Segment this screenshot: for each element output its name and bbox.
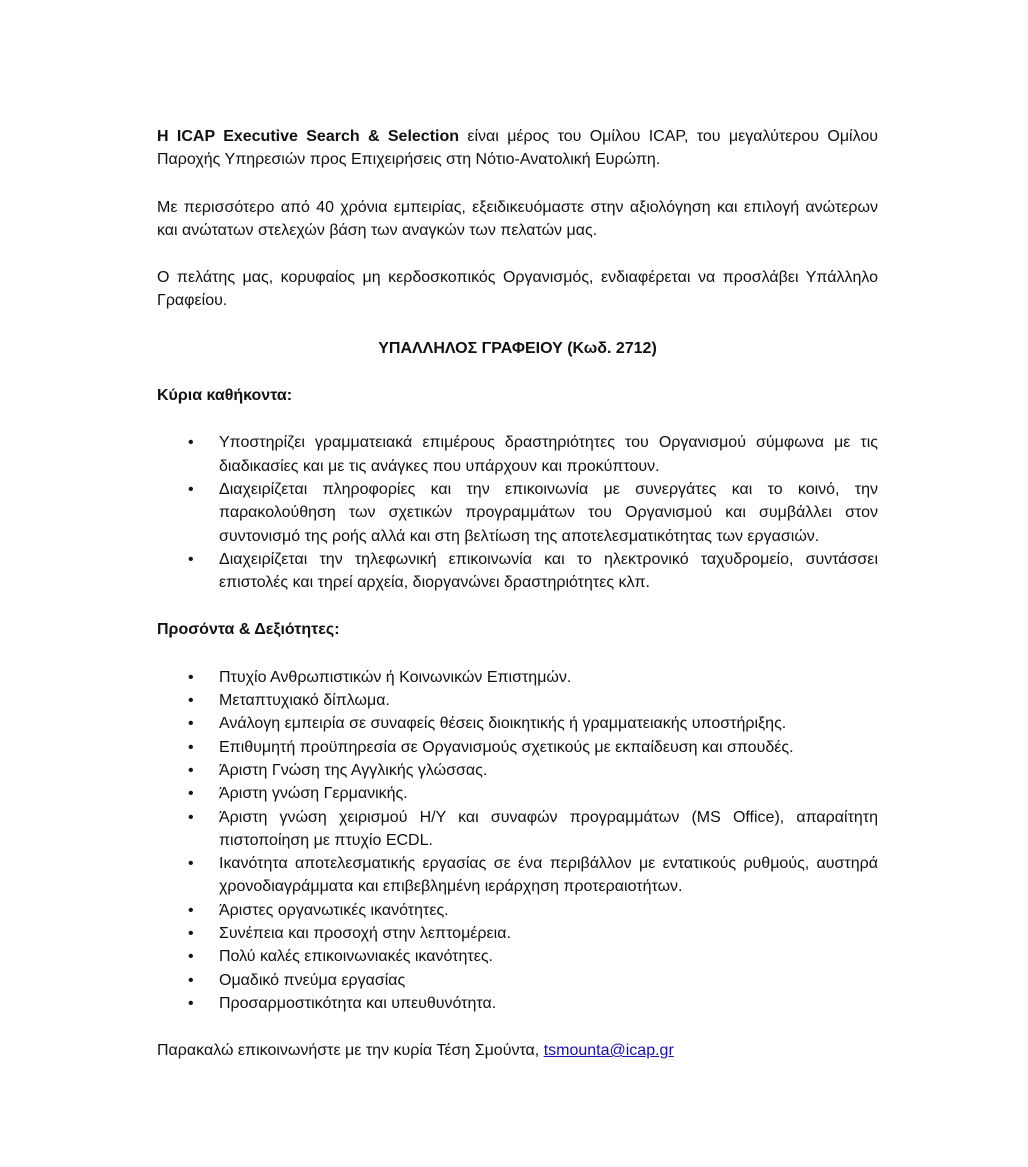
qualification-item: • Άριστη Γνώση της Αγγλικής γλώσσας. (157, 759, 878, 782)
contact-email-link[interactable]: tsmounta@icap.gr (543, 1042, 674, 1060)
contact-paragraph (157, 1039, 878, 1062)
bullet-icon (188, 689, 196, 712)
duties-heading: Κύρια καθήκοντα: (157, 387, 293, 405)
qualification-item: • Ανάλογη εμπειρία σε συναφείς θέσεις διοικητικής ή γραμματειακής υποστήριξης. (157, 712, 878, 735)
intro-paragraph-1-text: είναι μέρος του Ομίλου ICAP, του μεγαλύτερου Ομίλου Παροχής Υπηρεσιών προς Επιχειρήσεις στη Νότιο-Ανατολική Ευρώπη. (157, 128, 879, 169)
duty-item: • Διαχειρίζεται πληροφορίες και την επικοινωνία με συνεργάτες και το κοινό, την παρακολούθηση των σχετικών προγραμμάτων του Οργανισμού και συμβάλλει στον συντονισμό της ροής αλλά και στη βελτίωση της αποτελεσματικότητας των εργασιών. (157, 478, 878, 548)
job-title: ΥΠΑΛΛΗΛΟΣ ΓΡΑΦΕΙΟΥ (Κωδ. 2712) (378, 339, 657, 357)
contact-text: Παρακαλώ επικοινωνήστε με την κυρία Τέση Σμούντα, (157, 1042, 544, 1060)
bullet-icon (188, 736, 196, 759)
duty-item: • Διαχειρίζεται την τηλεφωνική επικοινωνία και το ηλεκτρονικό ταχυδρομείο, συντάσσει επιστολές και τηρεί αρχεία, διοργανώνει δραστηριότητες κλπ. (157, 548, 878, 595)
qualification-item: • Πτυχίο Ανθρωπιστικών ή Κοινωνικών Επιστημών. (157, 666, 878, 689)
bullet-icon (188, 712, 196, 735)
bullet-icon (188, 969, 196, 992)
qualification-item: • Άριστη γνώση Γερμανικής. (157, 782, 878, 805)
intro-paragraph-3: Ο πελάτης μας, κορυφαίος μη κερδοσκοπικός Οργανισμός, ενδιαφέρεται να προσλάβει Υπάλληλο Γραφείου. (157, 269, 878, 310)
duties-list (157, 431, 878, 594)
qualification-item: • Συνέπεια και προσοχή στην λεπτομέρεια. (157, 922, 878, 945)
bullet-icon (188, 666, 196, 689)
company-name: Η ICAP Executive Search & Selection (157, 128, 460, 145)
qualification-item: • Άριστη γνώση χειρισμού Η/Υ και συναφών προγραμμάτων (MS Office), απαραίτητη πιστοποίηση με πτυχίο ECDL. (157, 806, 878, 853)
qualifications-list (157, 666, 878, 1015)
qualification-item: • Μεταπτυχιακό δίπλωμα. (157, 689, 878, 712)
qualification-item: • Πολύ καλές επικοινωνιακές ικανότητες. (157, 945, 878, 968)
bullet-icon (188, 431, 196, 454)
qualification-item: • Επιθυμητή προϋπηρεσία σε Οργανισμούς σχετικούς με εκπαίδευση και σπουδές. (157, 736, 878, 759)
bullet-icon (188, 548, 196, 571)
bullet-icon (188, 945, 196, 968)
intro-paragraph-2: Με περισσότερο από 40 χρόνια εμπειρίας, εξειδικευόμαστε στην αξιολόγηση και επιλογή ανώτερων και ανώτατων στελεχών βάση των αναγκών των πελατών μας. (157, 198, 878, 239)
qualification-item: • Προσαρμοστικότητα και υπευθυνότητα. (157, 992, 878, 1015)
qualification-item: • Ικανότητα αποτελεσματικής εργασίας σε ένα περιβάλλον με εντατικούς ρυθμούς, αυστηρά χρονοδιαγράμματα και επιβεβλημένη ιεράρχηση προτεραιοτήτων. (157, 852, 878, 899)
qualification-item: • Ομαδικό πνεύμα εργασίας (157, 969, 878, 992)
intro-paragraph-1 (157, 125, 878, 172)
qualifications-heading: Προσόντα & Δεξιότητες: (157, 621, 340, 639)
bullet-icon (188, 899, 196, 922)
bullet-icon (188, 478, 196, 501)
bullet-icon (188, 922, 196, 945)
qualification-item: • Άριστες οργανωτικές ικανότητες. (157, 899, 878, 922)
bullet-icon (188, 806, 196, 829)
bullet-icon (188, 992, 196, 1015)
document-page (157, 125, 878, 1063)
duty-item: • Υποστηρίζει γραμματειακά επιμέρους δραστηριότητες του Οργανισμού σύμφωνα με τις διαδικασίες και με τις ανάγκες που υπάρχουν και προκύπτουν. (157, 431, 878, 478)
bullet-icon (188, 782, 196, 805)
bullet-icon (188, 759, 196, 782)
bullet-icon (188, 852, 196, 875)
